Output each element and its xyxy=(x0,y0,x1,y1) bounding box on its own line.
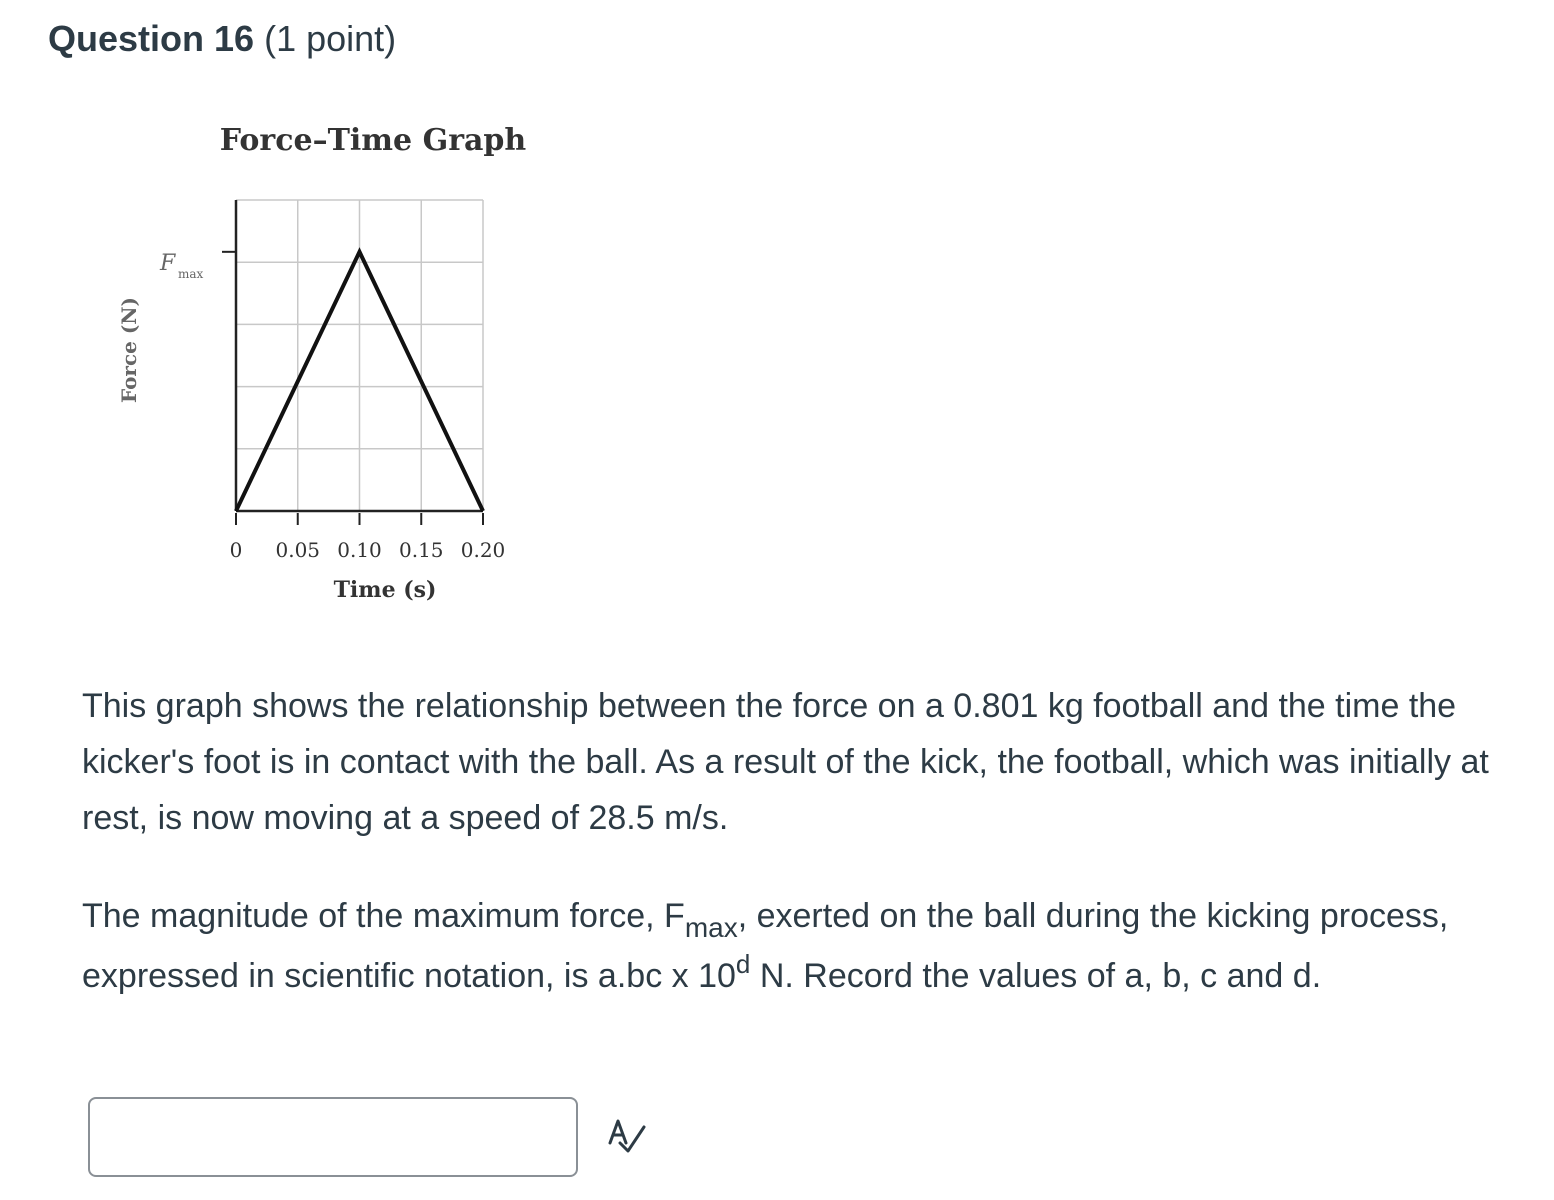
x-tick-label: 0.05 xyxy=(275,538,321,562)
question-prompt xyxy=(82,678,1522,1006)
force-time-graph xyxy=(100,100,540,620)
y-axis-label: Force (N) xyxy=(117,296,141,404)
fmax-sub: max xyxy=(178,267,204,281)
prompt-p2-c: N. Record the values of a, b, c and d. xyxy=(750,957,1322,995)
prompt-p2-b: , exerted on the ball during the kicking process, expressed in scientific notation, is a.bc x 10 xyxy=(82,897,1449,995)
x-tick-label: 0.15 xyxy=(398,538,444,562)
question-title: Question 16 xyxy=(48,18,255,59)
prompt-p2-a: The magnitude of the maximum force, F xyxy=(82,897,685,935)
x-tick-label: 0.10 xyxy=(337,538,382,562)
x-tick-label: 0.20 xyxy=(460,538,506,562)
question-points: (1 point) xyxy=(264,18,397,59)
chart-title: Force–Time Graph xyxy=(219,123,527,158)
fmax-main: F xyxy=(160,251,176,276)
x-tick-label: 0 xyxy=(229,538,243,562)
prompt-paragraph-2 xyxy=(82,886,1522,1006)
question-header xyxy=(48,18,396,60)
prompt-paragraph-1: This graph shows the relationship between the force on a 0.801 kg football and the time the kicker's foot is in contact with the ball. As a result of the kick, the football, which was initially at rest, is now moving at a speed of 28.5 m/s. xyxy=(82,687,1489,837)
chart-grid xyxy=(236,200,483,511)
chart-labels xyxy=(117,251,505,603)
x-axis-label: Time (s) xyxy=(333,577,437,603)
spell-check-icon[interactable] xyxy=(606,1117,650,1157)
exponent-d: d xyxy=(735,949,751,979)
answer-input[interactable] xyxy=(88,1097,578,1177)
chart-axes xyxy=(222,200,483,525)
fmax-tick-label xyxy=(159,251,204,281)
fmax-subscript: max xyxy=(684,912,738,943)
